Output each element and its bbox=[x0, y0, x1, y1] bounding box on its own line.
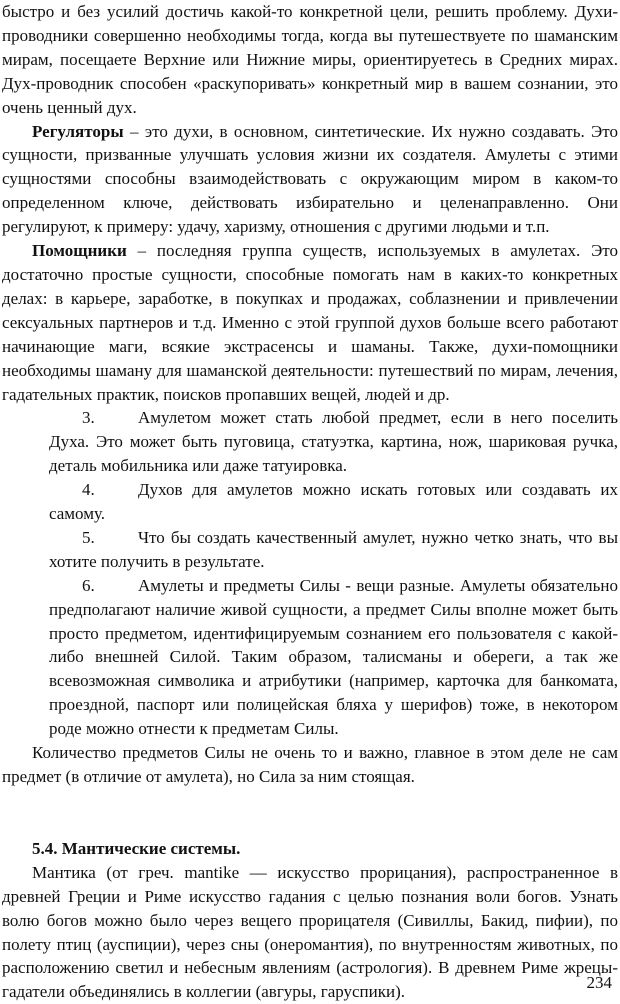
paragraph-regulators bbox=[2, 120, 618, 240]
list-item-number: 6. bbox=[82, 575, 95, 595]
list-item-number: 3. bbox=[82, 408, 95, 428]
list-item-text: Духов для амулетов можно искать готовых или создавать их самому. bbox=[49, 480, 618, 524]
list-item-number: 4. bbox=[82, 480, 95, 500]
term-regulators: Регуляторы bbox=[32, 121, 124, 141]
section-spacer bbox=[2, 789, 618, 837]
paragraph-regulators-text: – это духи, в основном, синтетические. Их нужно создавать. Это сущности, призванные улучшать условия жизни их создателя. Амулеты с этими сущностями способны взаимодействовать с окружающим миром в каком-то определенном ключе, действовать избирательно и целенаправленно. Они регулируют, к примеру: удачу, харизму, отношения с другими людьми и т.п. bbox=[2, 121, 618, 237]
list-item-number: 5. bbox=[82, 527, 95, 547]
paragraph-spirit-guides: быстро и без усилий достичь какой-то конкретной цели, решить проблему. Духи-проводники совершенно необходимы тогда, когда вы путешествуете по шаманским мирам, посещаете Верхние или Нижние миры, ориентируетесь в Средних мирах. Дух-проводник способен «раскупоривать» конкретный мир в вашем сознании, это очень ценный дух. bbox=[2, 2, 618, 117]
paragraph-mantika: Мантика (от греч. mantike — искусство прорицания), распространенное в древней Греции и Риме искусство гадания с целью познания воли богов. Узнать волю богов можно было через вещего прорицателя (Сивиллы, Бакид, пифии), по полету птиц (ауспиции), через сны (онеромантия), по внутренностям животных, по расположению светил и небесным явлениям (астрология). В древнем Риме жрецы-гадатели объединялись в коллегии (авгуры, гаруспики). bbox=[2, 862, 618, 1002]
list-item bbox=[49, 526, 618, 574]
list-item bbox=[49, 406, 618, 478]
list-item bbox=[49, 478, 618, 526]
term-helpers: Помощники bbox=[32, 241, 127, 261]
list-item bbox=[49, 574, 618, 741]
list-item-text: Амулетом может стать любой предмет, если в него поселить Духа. Это может быть пуговица, статуэтка, картина, нож, шариковая ручка, деталь мобильника или даже татуировка. bbox=[49, 408, 618, 476]
section-heading: 5.4. Мантические системы. bbox=[32, 838, 241, 858]
paragraph-helpers bbox=[2, 239, 618, 406]
page-number: 234 bbox=[586, 973, 612, 992]
list-item-text: Что бы создать качественный амулет, нужно четко знать, что вы хотите получить в результате. bbox=[49, 527, 618, 571]
list-item-text: Амулеты и предметы Силы - вещи разные. Амулеты обязательно предполагают наличие живой сущности, а предмет Силы вполне может быть просто предметом, идентифицируемым сознанием его пользователя с какой-либо внешней Силой. Таким образом, талисманы и обереги, а так же всевозможная символика и атрибутики (например, карточка для банкомата, проездной, паспорт или полицейская бляха у шерифов) тоже, в некотором роде можно отнести к предметам Силы. bbox=[49, 575, 618, 739]
paragraph-helpers-text: – последняя группа существ, используемых в амулетах. Это достаточно простые сущности, способные помогать нам в каких-то конкретных делах: в карьере, заработке, в покупках и продажах, соблазнении и привлечении сексуальных партнеров и т.д. Именно с этой группой духов больше всего работают начинающие маги, всякие экстрасенсы и шаманы. Также, духи-помощники необходимы шаману для шаманской деятельности: путешествий по мирам, лечения, гадательных практик, поисков пропавших вещей, людей и др. bbox=[2, 241, 618, 404]
paragraph-closing: Количество предметов Силы не очень то и важно, главное в этом деле не сам предмет (в отличие от амулета), но Сила за ним стоящая. bbox=[2, 743, 618, 786]
